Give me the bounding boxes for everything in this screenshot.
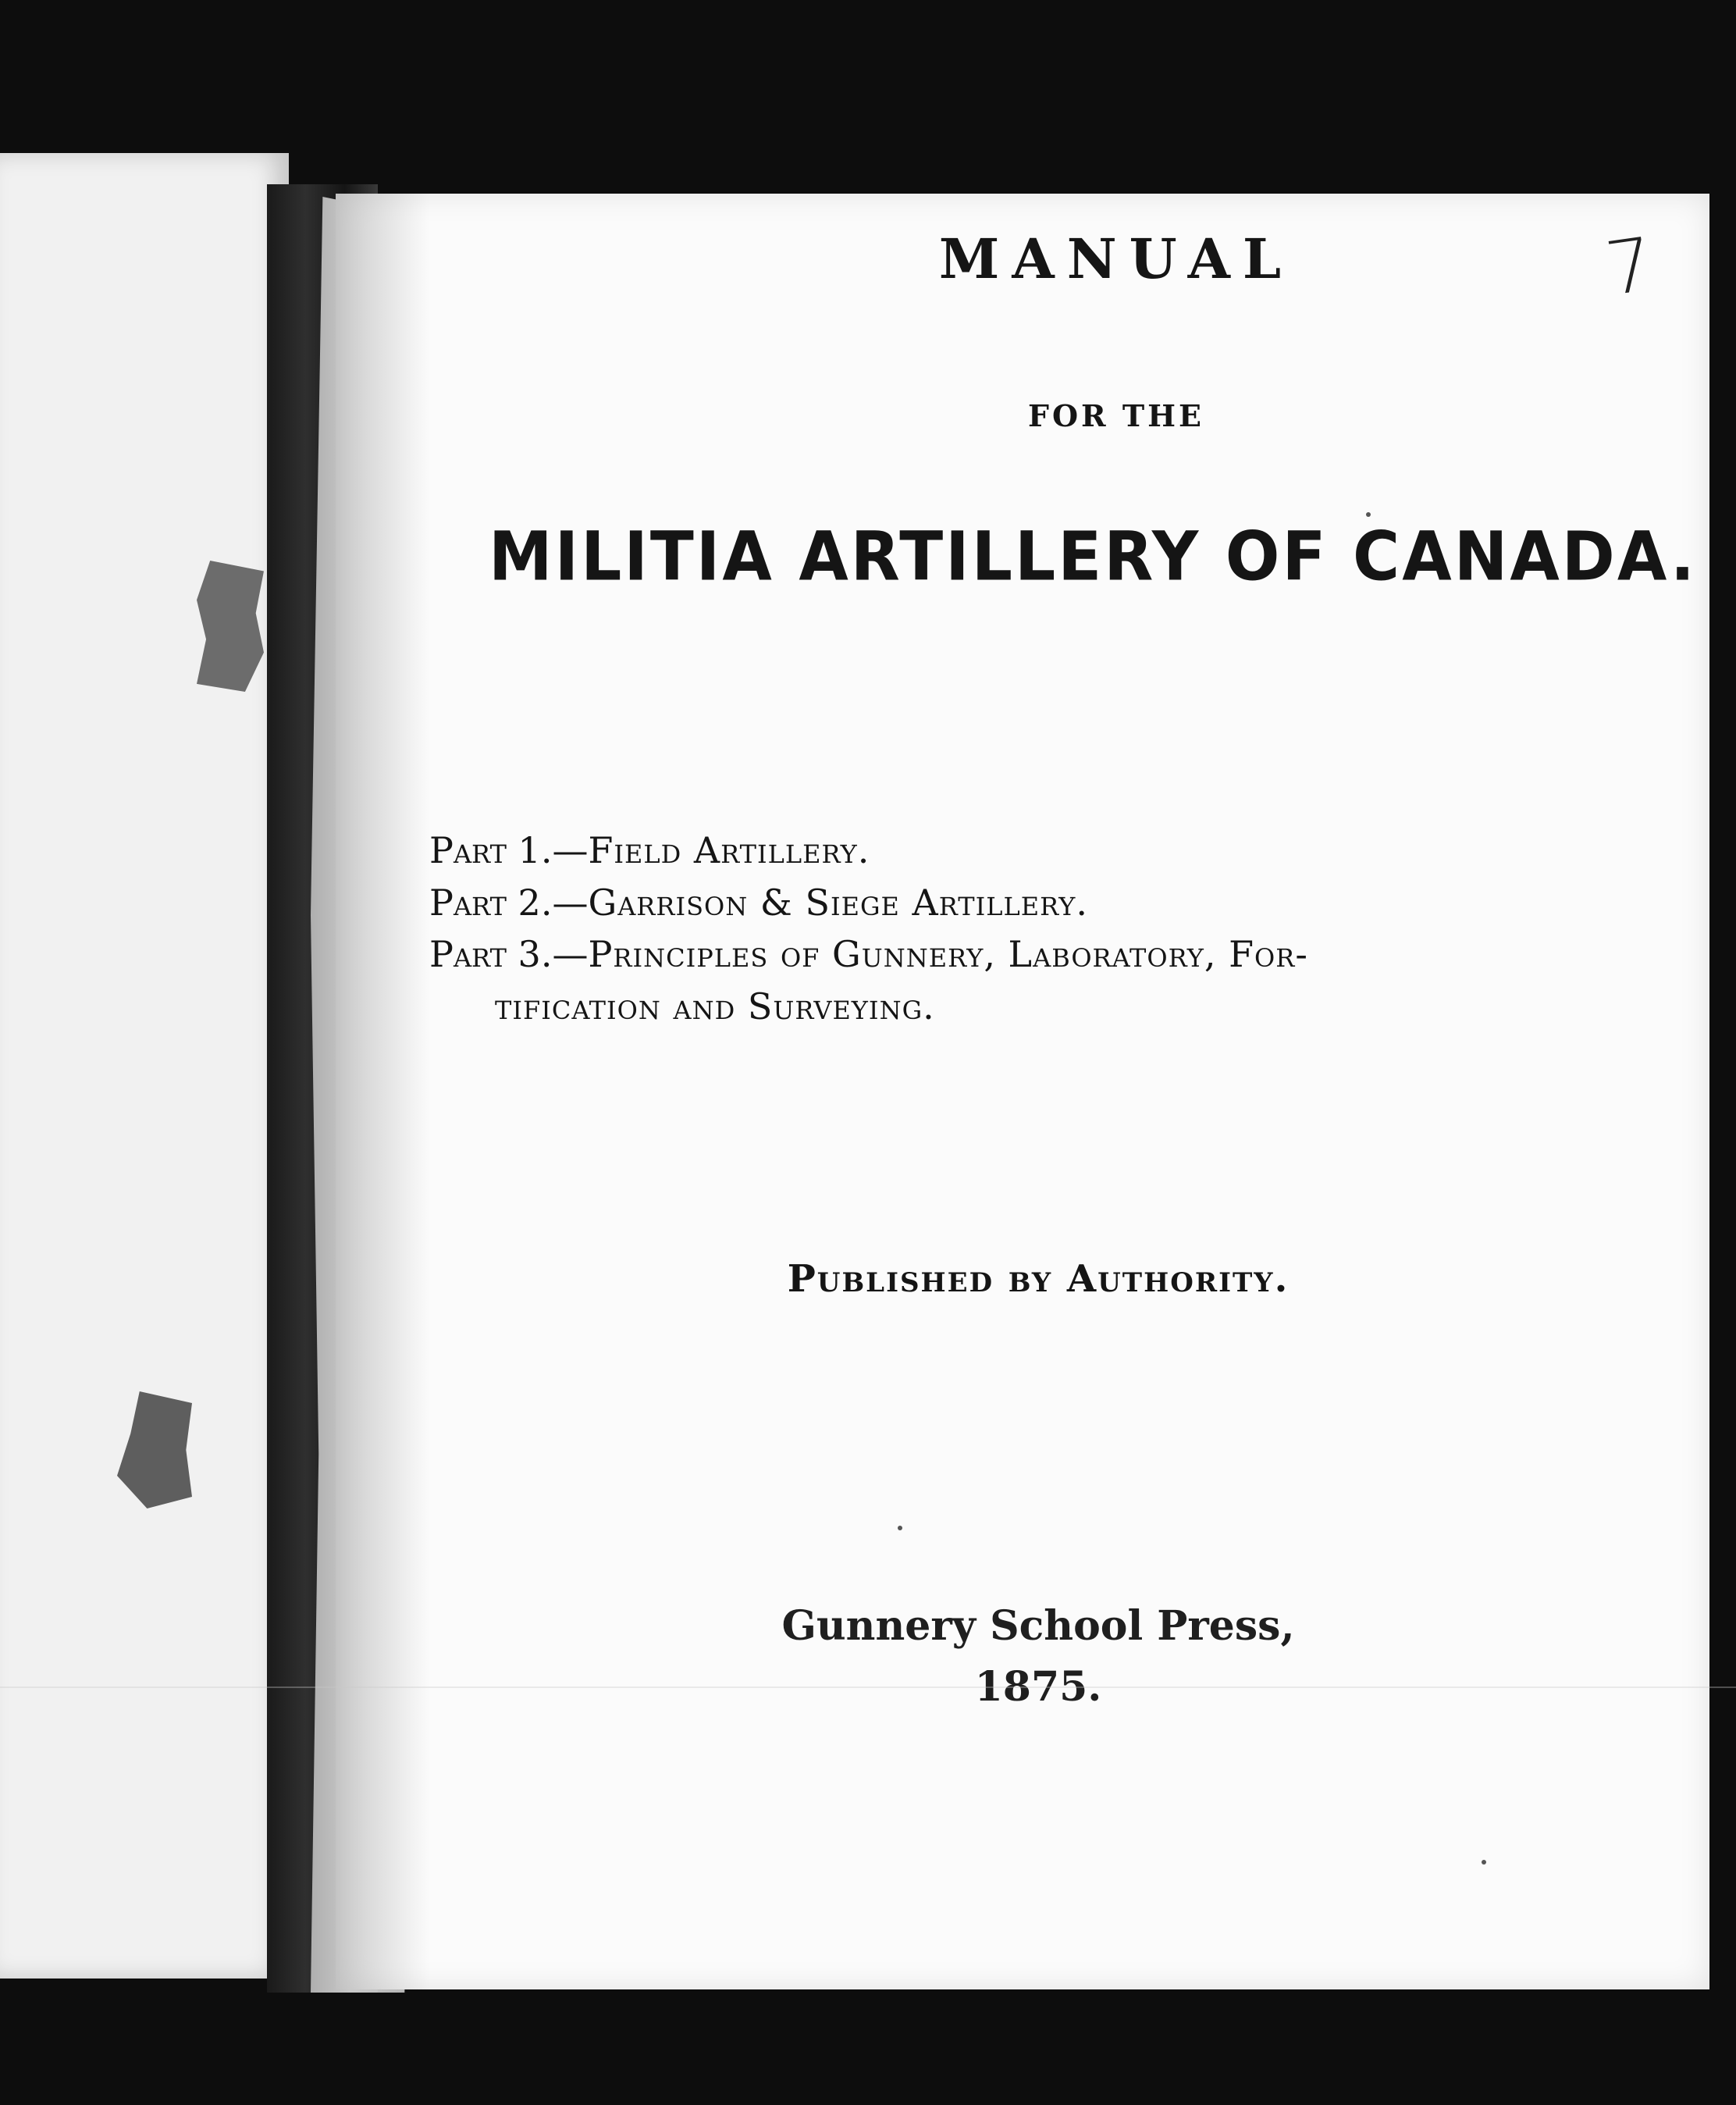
title-page	[336, 194, 1709, 1989]
imprint-year: 1875.	[974, 1663, 1102, 1711]
part-description: Principles of Gunnery, Laboratory, For-	[588, 933, 1308, 976]
part-number: Part 3.—	[429, 933, 589, 976]
part-number: Part 1.—	[429, 829, 589, 871]
facing-page	[0, 153, 289, 1979]
paper-speck	[1482, 1860, 1486, 1865]
scan-artifact-line	[0, 1686, 1736, 1688]
part-entry	[429, 825, 1694, 877]
book-subtitle: MILITIA ARTILLERY OF CANADA.	[489, 518, 1697, 597]
paper-speck	[1366, 512, 1371, 517]
imprint-press: Gunnery School Press,	[781, 1602, 1295, 1650]
part-description-continued: tification and Surveying.	[495, 985, 935, 1028]
part-entry	[429, 877, 1694, 929]
contents-list	[429, 825, 1694, 1033]
part-description: Garrison & Siege Artillery.	[588, 881, 1088, 924]
torn-paper-fragment	[197, 561, 264, 692]
part-description: Field Artillery.	[588, 829, 870, 871]
title-connector: FOR THE	[1027, 398, 1205, 433]
part-number: Part 2.—	[429, 881, 589, 924]
part-entry	[429, 928, 1694, 981]
publication-authority: Published by Authority.	[787, 1257, 1290, 1301]
handwritten-mark: 7	[1600, 222, 1660, 313]
gutter-shadow	[336, 194, 429, 1989]
paper-speck	[898, 1526, 902, 1530]
book-title: MANUAL	[938, 226, 1294, 291]
